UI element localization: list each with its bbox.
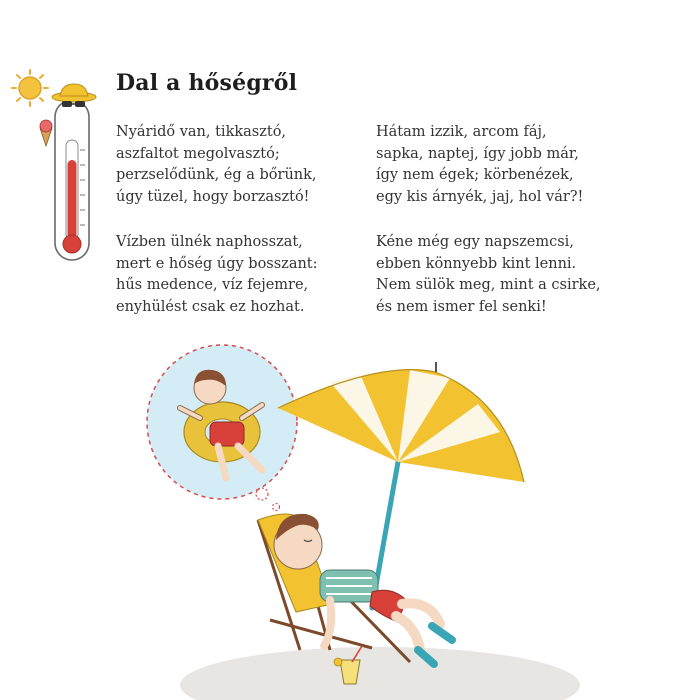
poem-line: enyhülést csak ez hozhat.: [116, 298, 305, 315]
poem-line: perzselődünk, ég a bőrünk,: [116, 167, 317, 183]
poem-line: Kéne még egy napszemcsi,: [376, 234, 574, 250]
poem-line: hűs medence, víz fejemre,: [116, 277, 309, 293]
poem-line: mert e hőség úgy bosszant:: [116, 255, 318, 272]
sun-icon: [12, 70, 48, 106]
poem-line: Nem sülök meg, mint a csirke,: [376, 277, 601, 293]
stanza-3: [376, 122, 583, 208]
dream-bubble: [147, 345, 297, 511]
poem-line: sapka, naptej, így jobb már,: [376, 145, 579, 162]
poem-line: Nyáridő van, tikkasztó,: [116, 124, 287, 140]
poem-line: Hátam izzik, arcom fáj,: [376, 124, 547, 140]
poem-line: úgy tüzel, hogy borzasztó!: [116, 188, 310, 205]
stanza-4: [376, 232, 601, 318]
poem-line: és nem ismer fel senki!: [376, 298, 547, 315]
poem-line: aszfaltot megolvasztó;: [116, 145, 280, 162]
poem-title: Dal a hőségről: [116, 70, 298, 96]
stanza-2: [116, 232, 318, 318]
poem-line: így nem égek; körbenézek,: [376, 167, 574, 183]
poem-line: Vízben ülnék naphosszat,: [116, 234, 303, 250]
poem-line: ebben könnyebb kint lenni.: [376, 255, 577, 272]
sand-patch: [180, 647, 580, 700]
stanza-1: [116, 122, 317, 208]
poem-line: egy kis árnyék, jaj, hol vár?!: [376, 188, 584, 205]
thermometer-icon: [40, 84, 96, 260]
